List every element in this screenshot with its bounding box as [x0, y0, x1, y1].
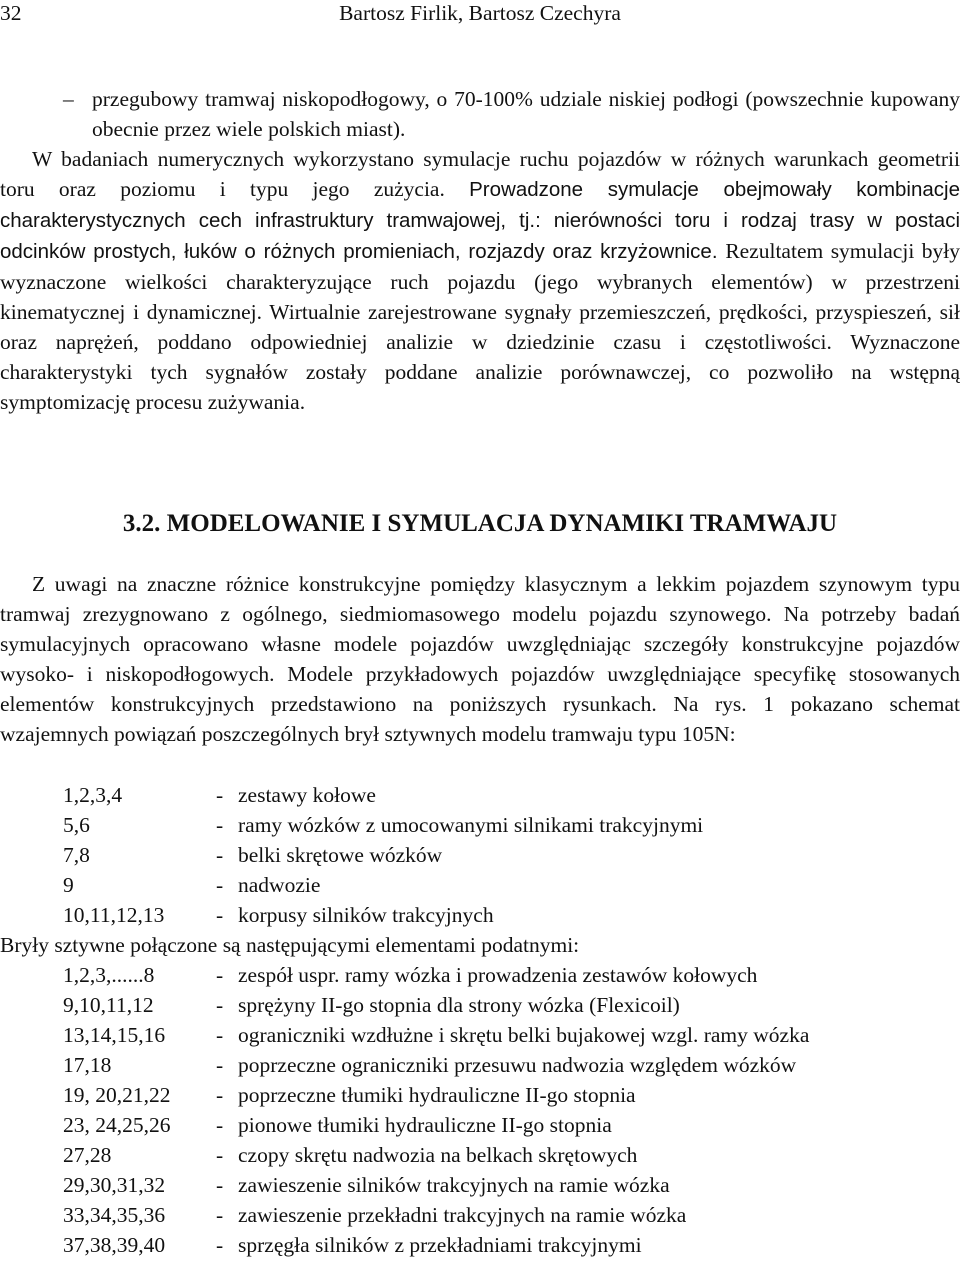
running-head-authors: Bartosz Firlik, Bartosz Czechyra — [339, 1, 621, 25]
item-numbers: 1,2,3,......8 — [63, 963, 155, 987]
paragraph1-part2: Prowadzone symulacje obejmowały kombinacje charakterystycznych cech infrastruktury tramwajowej, tj.: nierówności toru i rodzaj trasy w postaci odcinków prostych, łuków o różnych promieniach, rozjazdy oraz krzyżownice. — [0, 178, 960, 263]
list-item — [0, 810, 960, 840]
item-description: pionowe tłumiki hydrauliczne II-go stopnia — [238, 1113, 612, 1137]
item-dash: - — [216, 1053, 224, 1077]
item-dash: - — [216, 813, 224, 837]
item-numbers: 27,28 — [63, 1143, 112, 1167]
item-numbers: 23, 24,25,26 — [63, 1113, 171, 1137]
item-dash: - — [216, 1173, 224, 1197]
item-numbers: 7,8 — [63, 843, 90, 867]
item-numbers: 19, 20,21,22 — [63, 1083, 171, 1107]
paragraph1-part1: W badaniach numerycznych wykorzystano symulacje ruchu pojazdów w różnych warunkach geometrii toru oraz poziomu i typu jego zużycia. — [0, 147, 960, 201]
item-description: ramy wózków z umocowanymi silnikami trakcyjnymi — [238, 813, 704, 837]
list-item — [0, 1110, 960, 1140]
bullet-item — [0, 84, 960, 144]
list-item — [0, 840, 960, 870]
item-dash: - — [216, 1203, 224, 1227]
item-numbers: 33,34,35,36 — [63, 1203, 166, 1227]
item-dash: - — [216, 963, 224, 987]
list-item — [0, 1230, 960, 1260]
item-dash: - — [216, 843, 224, 867]
rigid-bodies-list — [0, 780, 960, 930]
list-item — [0, 870, 960, 900]
list-item — [0, 1140, 960, 1170]
item-dash: - — [216, 1233, 224, 1257]
bullet-dash: – — [63, 87, 74, 111]
item-numbers: 9,10,11,12 — [63, 993, 154, 1017]
item-dash: - — [216, 783, 224, 807]
list-item — [0, 1050, 960, 1080]
item-description: poprzeczne tłumiki hydrauliczne II-go stopnia — [238, 1083, 636, 1107]
item-dash: - — [216, 1113, 224, 1137]
bullet-text: przegubowy tramwaj niskopodłogowy, o 70-100% udziale niskiej podłogi (powszechnie kupowany obecnie przez wiele polskich miast). — [92, 87, 960, 141]
page-header — [0, 0, 960, 28]
item-dash: - — [216, 1083, 224, 1107]
item-numbers: 1,2,3,4 — [63, 783, 123, 807]
item-description: czopy skrętu nadwozia na belkach skrętowych — [238, 1143, 638, 1167]
flexible-elements-list — [0, 960, 960, 1260]
item-numbers: 29,30,31,32 — [63, 1173, 166, 1197]
item-description: sprzęgła silników z przekładniami trakcyjnymi — [238, 1233, 642, 1257]
item-description: korpusy silników trakcyjnych — [238, 903, 494, 927]
paragraph1-part3: Rezultatem symulacji były wyznaczone wielkości charakteryzujące ruch pojazdu (jego wybranych elementów) w przestrzeni kinematycznej i dynamicznej. Wirtualnie zarejestrowane sygnały przemieszczeń, prędkości, przyspieszeń, sił oraz naprężeń, poddano odpowiedniej analizie w dziedzinie czasu i częstotliwości. Wyznaczone charakterystyki tych sygnałów zostały poddane analizie porównawczej, co pozwoliło na wstępną symptomizację procesu zużywania. — [0, 239, 960, 414]
item-description: nadwozie — [238, 873, 321, 897]
list-item — [0, 780, 960, 810]
item-numbers: 9 — [63, 873, 74, 897]
page-number: 32 — [0, 1, 22, 25]
flexible-elements-intro: Bryły sztywne połączone są następującymi elementami podatnymi: — [0, 933, 580, 957]
section-heading: 3.2. MODELOWANIE I SYMULACJA DYNAMIKI TRAMWAJU — [122, 510, 838, 537]
item-numbers: 10,11,12,13 — [63, 903, 165, 927]
item-description: zespół uspr. ramy wózka i prowadzenia zestawów kołowych — [238, 963, 758, 987]
item-description: zawieszenie silników trakcyjnych na ramie wózka — [238, 1173, 670, 1197]
list-item — [0, 960, 960, 990]
list-item — [0, 1020, 960, 1050]
item-description: zawieszenie przekładni trakcyjnych na ramie wózka — [238, 1203, 687, 1227]
list-item — [0, 990, 960, 1020]
item-numbers: 13,14,15,16 — [63, 1023, 166, 1047]
list-item — [0, 1080, 960, 1110]
list-item — [0, 900, 960, 930]
item-description: zestawy kołowe — [238, 783, 376, 807]
item-description: ograniczniki wzdłużne i skrętu belki bujakowej wzgl. ramy wózka — [238, 1023, 810, 1047]
item-description: belki skrętowe wózków — [238, 843, 443, 867]
paragraph-simulation-description — [0, 144, 960, 417]
item-description: sprężyny II-go stopnia dla strony wózka (Flexicoil) — [238, 993, 680, 1017]
list-item — [0, 1200, 960, 1230]
item-dash: - — [216, 993, 224, 1017]
item-dash: - — [216, 903, 224, 927]
paragraph-modeling-description: Z uwagi na znaczne różnice konstrukcyjne pomiędzy klasycznym a lekkim pojazdem szynowym typu tramwaj zrezygnowano z ogólnego, siedmiomasowego modelu pojazdu szynowego. Na potrzeby badań symulacyjnych opracowano własne modele pojazdów uwzględniając szczegóły konstrukcyjne pojazdów wysoko- i niskopodłogowych. Modele przykładowych pojazdów uwzględniające specyfikę stosowanych elementów konstrukcyjnych przedstawiono na poniższych rysunkach. Na rys. 1 pokazano schemat wzajemnych powiązań poszczególnych brył sztywnych modelu tramwaju typu 105N: — [0, 572, 960, 746]
item-numbers: 17,18 — [63, 1053, 112, 1077]
item-description: poprzeczne ograniczniki przesuwu nadwozia względem wózków — [238, 1053, 797, 1077]
item-numbers: 37,38,39,40 — [63, 1233, 166, 1257]
item-dash: - — [216, 1023, 224, 1047]
item-numbers: 5,6 — [63, 813, 90, 837]
item-dash: - — [216, 873, 224, 897]
list-item — [0, 1170, 960, 1200]
item-dash: - — [216, 1143, 224, 1167]
